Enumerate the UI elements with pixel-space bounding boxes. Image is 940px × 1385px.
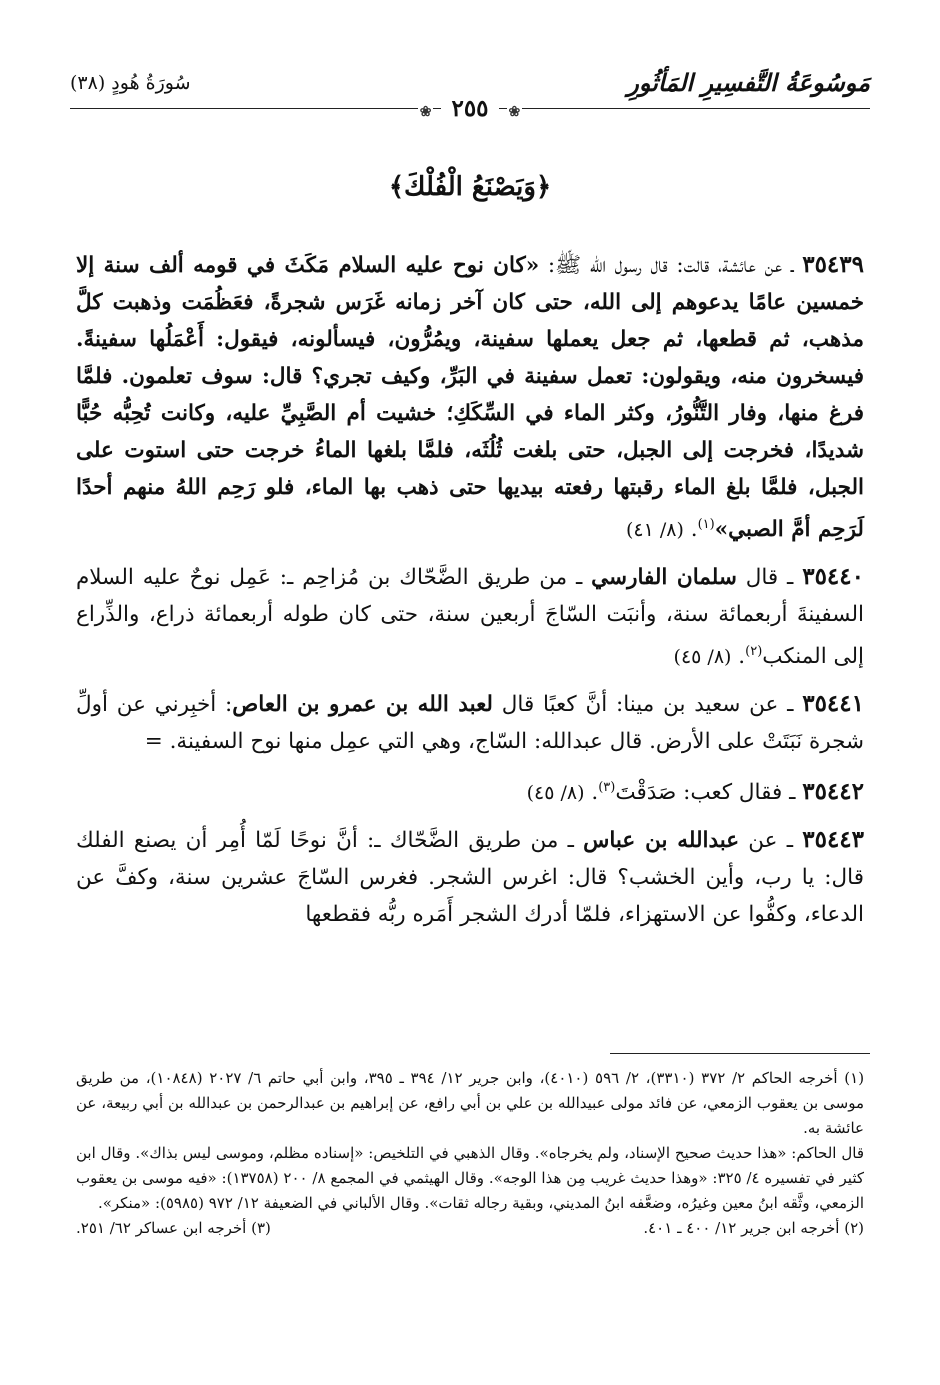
entry-text: : أخبِرني عن أولِّ شجرة نَبَتَتْ على الأرض. قال عبدالله: السّاج، وهي التي عمِل منها نوح السفينة. = [76, 692, 864, 755]
hadith-entry [76, 685, 864, 760]
book-title: مَوسُوعَةُ التَّفسِيرِ المَأثُورِ [627, 68, 870, 97]
entry-text: ـ من طريق الضَّحّاك بن مُزاحِم ـ: عَمِل نوحٌ عليه السلام السفينةَ أربعمائة سنة، وأنبَت السّاجَ أربعين سنة، حتى كان طوله أربعمائة ذراع، والذِّراع إلى المنكب [76, 565, 864, 670]
main-text [76, 246, 864, 942]
narrator-name: سلمان الفارسي [591, 565, 737, 591]
footnote-marker[interactable]: (١) [697, 517, 715, 532]
footnote-2: (٢) أخرجه ابن جرير ١٢/ ٤٠٠ ـ ٤٠١. [643, 1219, 864, 1237]
hadith-entry [76, 821, 864, 933]
footnote-marker[interactable]: (٣) [598, 780, 616, 796]
footnote-3: (٣) أخرجه ابن عساكر ٦٢/ ٢٥١. [76, 1219, 271, 1237]
ornament-icon: ❀ [419, 104, 432, 120]
entry-text: «كان نوح عليه السلام مَكَثَ في قومه ألف سنة إلا خمسين عامًا يدعوهم إلى الله، حتى كان آخر زمانه غَرَس شجرةً، فعَظُمَت وذهبت كلَّ مذهب، ثم قطعها، ثم جعل يعملها سفينة، ويمُرُّون، فيسألونه، فيقول: أَعْمَلُها سفينةً. فيسخرون منه، ويقولون: تعمل سفينة في البَرِّ، وكيف تجري؟ قال: سوف تعلمون. فلمَّا فرغ منها، وفار التَّنُّورُ، وكثر الماء في السِّكَكِ؛ خشيت أم الصَّبِيِّ عليه، وكانت تُحِبُّه حُبًّا شديدًا، فخرجت إلى الجبل، حتى بلغت ثُلُثَه، فلمَّا بلغها الماءُ خرجت حتى استوت على الجبل، فلمَّا بلغ الماء رقبتها رفعته بيديها حتى ذهب بها الماء، فلو رَحِم اللهُ منهم أحدًا لَرَحِم أمَّ الصبي» [76, 253, 864, 543]
volume-reference: (٨/ ٤١) [625, 519, 684, 542]
narrator-name: لعبد الله بن عمرو بن العاص [232, 692, 493, 718]
footnote-row [76, 1216, 864, 1241]
hadith-entry: ٣٥٤٤٠ ـ قال سلمان الفارسي ـ من طريق الضَّحّاك بن مُزاحِم ـ: عَمِل نوحٌ عليه السلام السفينةَ أربعمائة سنة، وأنبَت السّاجَ أربعين سنة، حتى كان طوله أربعمائة ذراع، والذِّراع إلى المنكب$^{(٢)}$. (٨/ ٤٥) [76, 563, 864, 670]
page-number: ٢٥٥ [441, 95, 498, 122]
footnote-rule [610, 1053, 870, 1054]
footnote-1-continued: قال الحاكم: «هذا حديث صحيح الإسناد، ولم يخرجاه». وقال الذهبي في التلخيص: «إسناده مظلم، وموسى ليس بذاك». وقال ابن كثير في تفسيره ٤/ ٣٢٥: «وهذا حديث غريب مِن هذا الوجه». وقال الهيثمي في المجمع ٨/ ٢٠٠ (١٣٧٥٨): «فيه موسى بن يعقوب الزمعي، وثَّقه ابنُ معين وغيرُه، وضعَّفه ابنُ المديني، وبقية رجاله ثقات». وقال الألباني في الضعيفة ١٢/ ٩٧٢ (٥٩٨٥): «منكر». [76, 1144, 864, 1212]
page-number-block [0, 95, 940, 122]
entry-lead: ـ قال [736, 565, 803, 591]
footnotes [76, 1066, 864, 1241]
entry-number: ٣٥٤٣٩ [802, 251, 864, 278]
hadith-entry: ٣٥٤٣٩ ـ عن عائشة، قالت: قال رسول الله ﷺ: «كان نوح عليه السلام مَكَثَ في قومه ألف سنة إلا خمسين عامًا يدعوهم إلى الله، حتى كان آخر زمانه غَرَس شجرةً، فعَظُمَت وذهبت كلَّ مذهب، ثم قطعها، ثم جعل يعملها سفينة، ويمُرُّون، فيسألونه، فيقول: أَعْمَلُها سفينةً. فيسخرون منه، ويقولون: تعمل سفينة في البَرِّ، وكيف تجري؟ قال: سوف تعلمون. فلمَّا فرغ منها، وفار التَّنُّورُ، وكثر الماء في السِّكَكِ؛ خشيت أم الصَّبِيِّ عليه، وكانت تُحِبُّه حُبًّا شديدًا، فخرجت إلى الجبل، حتى بلغت ثُلُثَه، فلمَّا بلغها الماءُ خرجت حتى استوت على الجبل، فلمَّا بلغ الماء رقبتها رفعته بيديها حتى ذهب بها الماء، فلو رَحِم اللهُ منهم أحدًا لَرَحِم أمَّ الصبي»$^{(١)}$. (٨/ ٤١) [76, 251, 864, 543]
entry-lead: ـ عن عائشة، قالت: قال رسول الله ﷺ: [539, 253, 803, 278]
entry-number: ٣٥٤٤٠ [802, 563, 864, 591]
volume-reference: (٨/ ٤٥) [526, 782, 585, 805]
footnote-marker[interactable]: (٢) [745, 644, 763, 660]
entry-lead: ـ فقال كعب: صَدَقْتَ [615, 780, 803, 806]
hadith-entry: ٣٥٤٤٢ ـ فقال كعب: صَدَقْتَ$^{(٣)}$. (٨/ ٤٥) [526, 778, 864, 806]
entry-text: ـ من طريق الضَّحّاك ـ: أنَّ نوحًا لَمّا أُمِر أن يصنع الفلك قال: يا رب، وأين الخشب؟ قال: اغرس الشجر. فغرس السّاجَ عشرين سنة، وكفَّ عن الدعاء، وكفُّوا عن الاستهزاء، فلمّا أدرك الشجر أَمَره ربُّه فقطعها [76, 828, 864, 928]
verse-heading: ﴿وَيَصْنَعُ الْفُلْكَ﴾ [388, 172, 552, 202]
entry-number: ٣٥٤٤١ [802, 690, 864, 718]
volume-reference: (٨/ ٤٥) [673, 646, 732, 669]
entry-number: ٣٥٤٤٣ [802, 826, 865, 854]
footnote-1: (١) أخرجه الحاكم ٢/ ٣٧٢ (٣٣١٠)، ٢/ ٥٩٦ (٤٠١٠)، وابن جرير ١٢/ ٣٩٤ ـ ٣٩٥، وابن أبي حاتم ٦/ ٢٠٢٧ (١٠٨٤٨)، من طريق موسى بن يعقوب الزمعي، عن فائد مولى عبيدالله بن علي بن أبي رافع، عن إبراهيم بن عبدالرحمن بن عبدالله بن أبي ربيعة، عن عائشة به. [76, 1069, 865, 1137]
entry-lead: ـ عن [739, 828, 803, 854]
entry-number: ٣٥٤٤٢ [802, 778, 864, 806]
ornament-icon: ❀ [508, 104, 521, 120]
narrator-name: عبدالله بن عباس [583, 828, 740, 854]
entry-lead: ـ عن سعيد بن مينا: أنَّ كعبًا قال [493, 692, 803, 718]
surah-label: سُورَةُ هُودٍ (٣٨) [70, 72, 191, 94]
